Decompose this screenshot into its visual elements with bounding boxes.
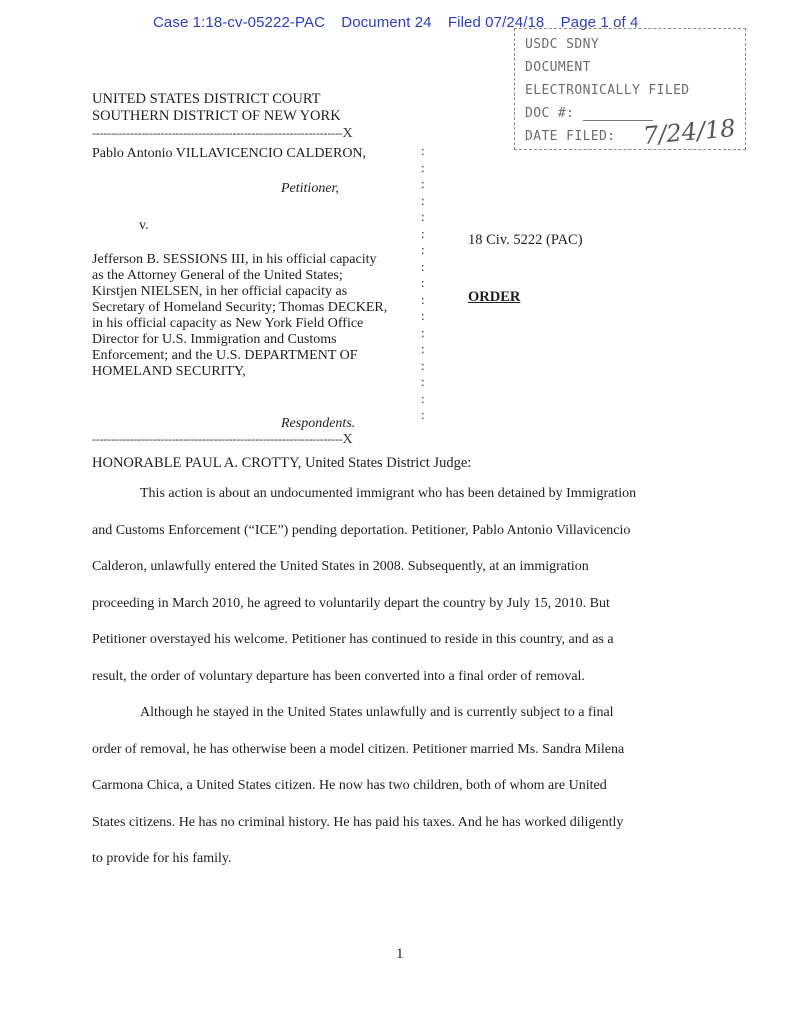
- stamp-line-document: DOCUMENT: [525, 60, 591, 75]
- electronic-filing-stamp: [514, 28, 746, 150]
- respondents-line: HOMELAND SECURITY,: [92, 364, 246, 379]
- body-line: result, the order of voluntary departure has been converted into a final order of removal.: [92, 668, 585, 684]
- respondents-line: Director for U.S. Immigration and Customs: [92, 332, 337, 347]
- stamp-line-usdc: USDC SDNY: [525, 37, 600, 52]
- header-filed-date: Filed 07/24/18: [447, 14, 545, 31]
- body-line: This action is about an undocumented immigrant who has been detained by Immigration: [140, 486, 637, 501]
- body-line: Although he stayed in the United States unlawfully and is currently subject to a final: [140, 705, 614, 720]
- respondents-line: Enforcement; and the U.S. DEPARTMENT OF: [92, 348, 358, 363]
- body-line: order of removal, he has otherwise been a model citizen. Petitioner married Ms. Sandra Milena: [92, 741, 625, 757]
- respondents-block: [92, 252, 387, 380]
- body-line: to provide for his family.: [92, 851, 232, 866]
- petitioner-name: Pablo Antonio VILLAVICENCIO CALDERON,: [92, 146, 367, 161]
- page-number: 1: [396, 946, 404, 962]
- respondents-line: Secretary of Homeland Security; Thomas DECKER,: [92, 300, 388, 315]
- stamp-handwritten-date: 7/24/18: [641, 114, 737, 150]
- caption-separator-top: ------------------------------------------------------------------X: [92, 126, 353, 141]
- body-line: Calderon, unlawfully entered the United States in 2008. Subsequently, at an immigration: [92, 559, 589, 574]
- case-number: 18 Civ. 5222 (PAC): [468, 232, 583, 248]
- respondents-role: Respondents.: [281, 416, 356, 431]
- versus: v.: [139, 218, 149, 233]
- stamp-line-date-filed: DATE FILED:: [525, 129, 616, 144]
- body-line: proceeding in March 2010, he agreed to voluntarily depart the country by July 15, 2010. But: [92, 595, 610, 611]
- body-paragraph-2: [92, 695, 712, 878]
- caption-colon-column: : : : : : : : : : : : : : : : : :: [421, 143, 425, 422]
- body-line: Petitioner overstayed his welcome. Petitioner has continued to reside in this country, and as a: [92, 632, 614, 647]
- document-title: ORDER: [468, 289, 521, 305]
- caption-separator-bottom: ------------------------------------------------------------------X: [92, 432, 353, 447]
- body-line: and Customs Enforcement (“ICE”) pending deportation. Petitioner, Pablo Antonio Villavicencio: [92, 522, 631, 538]
- stamp-line-electronically-filed: ELECTRONICALLY FILED: [525, 83, 690, 98]
- header-case-number: Case 1:18-cv-05222-PAC: [153, 14, 326, 31]
- stamp-line-doc-number: [525, 106, 653, 121]
- stamp-doc-label: DOC #:: [525, 106, 575, 121]
- respondents-line: as the Attorney General of the United States;: [92, 268, 343, 283]
- judge-line: HONORABLE PAUL A. CROTTY, United States District Judge:: [92, 455, 472, 471]
- respondents-line: in his official capacity as New York Field Office: [92, 316, 364, 331]
- body-line: Carmona Chica, a United States citizen. He now has two children, both of whom are United: [92, 778, 607, 793]
- respondents-line: Jefferson B. SESSIONS III, in his official capacity: [92, 252, 377, 267]
- court-name-line1: UNITED STATES DISTRICT COURT: [92, 91, 321, 107]
- header-page-count: Page 1 of 4: [560, 14, 639, 31]
- body-line: States citizens. He has no criminal history. He has paid his taxes. And he has worked diligently: [92, 814, 624, 830]
- stamp-doc-blank: [583, 120, 653, 121]
- header-document-number: Document 24: [341, 14, 432, 31]
- court-name-line2: SOUTHERN DISTRICT OF NEW YORK: [92, 108, 341, 124]
- petitioner-role: Petitioner,: [281, 181, 339, 196]
- respondents-line: Kirstjen NIELSEN, in her official capacity as: [92, 284, 348, 299]
- body-paragraph-1: [92, 476, 712, 695]
